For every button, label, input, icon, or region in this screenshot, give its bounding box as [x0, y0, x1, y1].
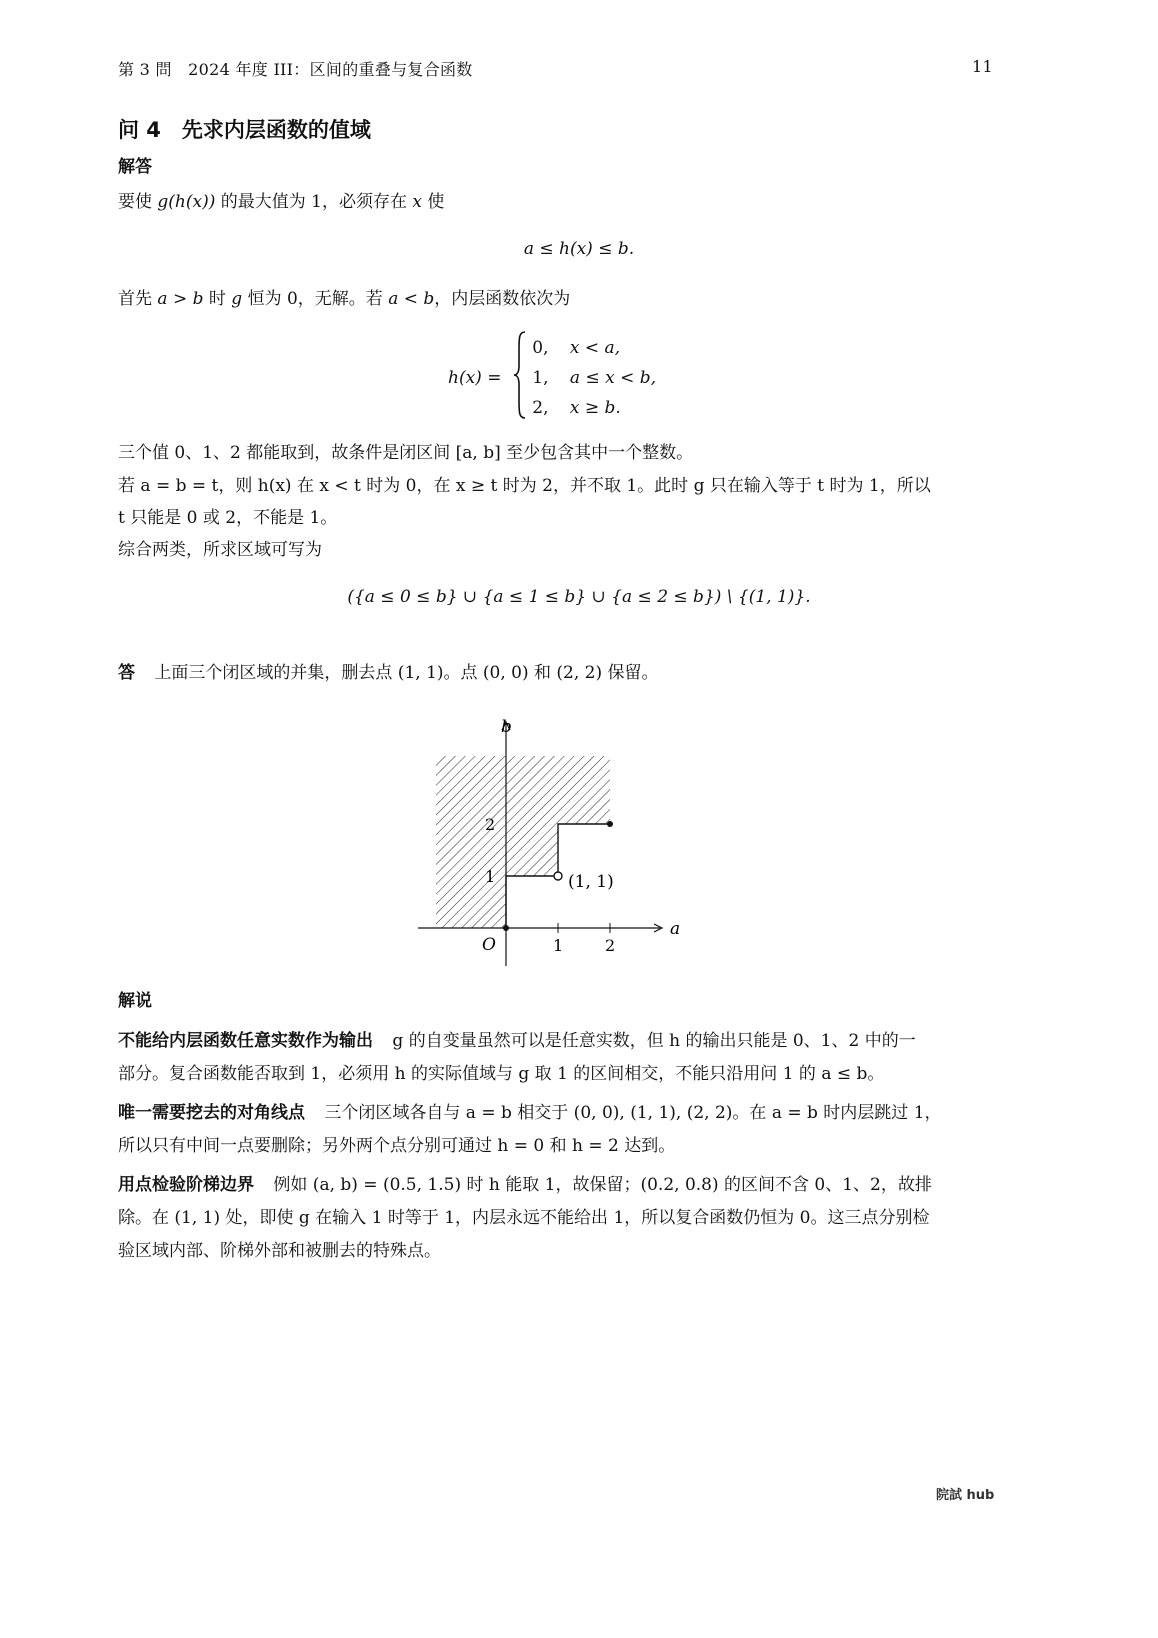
equation-2: ({a ≤ 0 ≤ b} ∪ {a ≤ 1 ≤ b} ∪ {a ≤ 2 ≤ b}) \ {(1, 1)}.	[347, 587, 811, 607]
cases-conditions: x < a, a ≤ x < b, x ≥ b.	[569, 337, 657, 418]
y-tick-1: 1	[485, 867, 496, 886]
answer-line	[118, 656, 659, 690]
solution-line-3: 三个值 0、1、2 都能取到，故条件是闭区间 [a, b] 至少包含其中一个整数。	[118, 443, 694, 463]
answer-text: 上面三个闭区域的并集，删去点 (1, 1)。点 (0, 0) 和 (2, 2) 保留。	[154, 663, 659, 683]
explanation-item-title: 唯一需要挖去的对角线点	[118, 1103, 305, 1123]
footer-brand: 院試 hub	[936, 1488, 995, 1503]
explanation-item-title: 用点检验阶梯边界	[118, 1175, 254, 1195]
explanation-label: 解说	[118, 991, 152, 1011]
running-header: 第 3 問 2024 年度 III：区间的重叠与复合函数	[118, 60, 473, 79]
equation-1: a ≤ h(x) ≤ b.	[523, 239, 635, 259]
explanation-item-3: 用点检验阶梯边界 例如 (a, b) = (0.5, 1.5) 时 h 能取 1，故保留；(0.2, 0.8) 的区间不含 0、1、2，故排	[118, 1175, 932, 1195]
explanation-item-title: 不能给内层函数任意实数作为输出	[118, 1031, 373, 1051]
solution-line-6: 综合两类，所求区域可写为	[118, 540, 322, 560]
explanation-item-3-cont: 除。在 (1, 1) 处，即使 g 在输入 1 时等于 1，内层永远不能给出 1，所以复合函数仍恒为 0。这三点分别检	[118, 1208, 930, 1228]
solution-intro: 要使 g(h(x)) 的最大值为 1，必须存在 x 使	[118, 192, 445, 212]
open-point-1-1	[554, 872, 562, 880]
explanation-item-2: 唯一需要挖去的对角线点 三个闭区域各自与 a = b 相交于 (0, 0), (1, 1), (2, 2)。在 a = b 时内层跳过 1，	[118, 1103, 942, 1123]
page-number: 11	[972, 57, 993, 76]
explanation-item-3-cont2: 验区域内部、阶梯外部和被删去的特殊点。	[118, 1241, 441, 1261]
a-axis-label: a	[670, 919, 681, 939]
y-tick-2: 2	[485, 815, 496, 834]
solution-line-5: t 只能是 0 或 2，不能是 1。	[118, 508, 338, 528]
explanation-item-1: 不能给内层函数任意实数作为输出 g 的自变量虽然可以是任意实数，但 h 的输出只能是 0、1、2 中的一	[118, 1031, 916, 1051]
answer-mark: 答	[118, 663, 135, 683]
origin-point	[503, 925, 509, 931]
answer-label: 解答	[118, 157, 152, 177]
shaded-region	[436, 756, 610, 928]
piecewise-definition	[448, 330, 656, 425]
brace-icon	[513, 330, 527, 425]
x-tick-1: 1	[553, 936, 564, 955]
point-2-2	[607, 821, 613, 827]
solution-line-2: 首先 a > b 时 g 恒为 0，无解。若 a < b，内层函数依次为	[118, 289, 571, 309]
explanation-item-2-cont: 所以只有中间一点要删除；另外两个点分别可通过 h = 0 和 h = 2 达到。	[118, 1136, 676, 1156]
section-title: 问 4 先求内层函数的值域	[118, 118, 371, 142]
region-figure	[410, 712, 690, 976]
cases-values: 0, 1, 2,	[532, 337, 549, 418]
b-axis-label: b	[501, 717, 512, 737]
solution-line-4: 若 a = b = t，则 h(x) 在 x < t 时为 0，在 x ≥ t 时为 2，并不取 1。此时 g 只在输入等于 t 时为 1，所以	[118, 476, 931, 496]
open-point-label: (1, 1)	[568, 872, 614, 892]
cases-lhs: h(x) =	[448, 367, 502, 388]
x-tick-2: 2	[605, 936, 616, 955]
explanation-item-1-cont: 部分。复合函数能否取到 1，必须用 h 的实际值域与 g 取 1 的区间相交，不能只沿用问 1 的 a ≤ b。	[118, 1064, 885, 1084]
origin-label: O	[482, 935, 496, 955]
